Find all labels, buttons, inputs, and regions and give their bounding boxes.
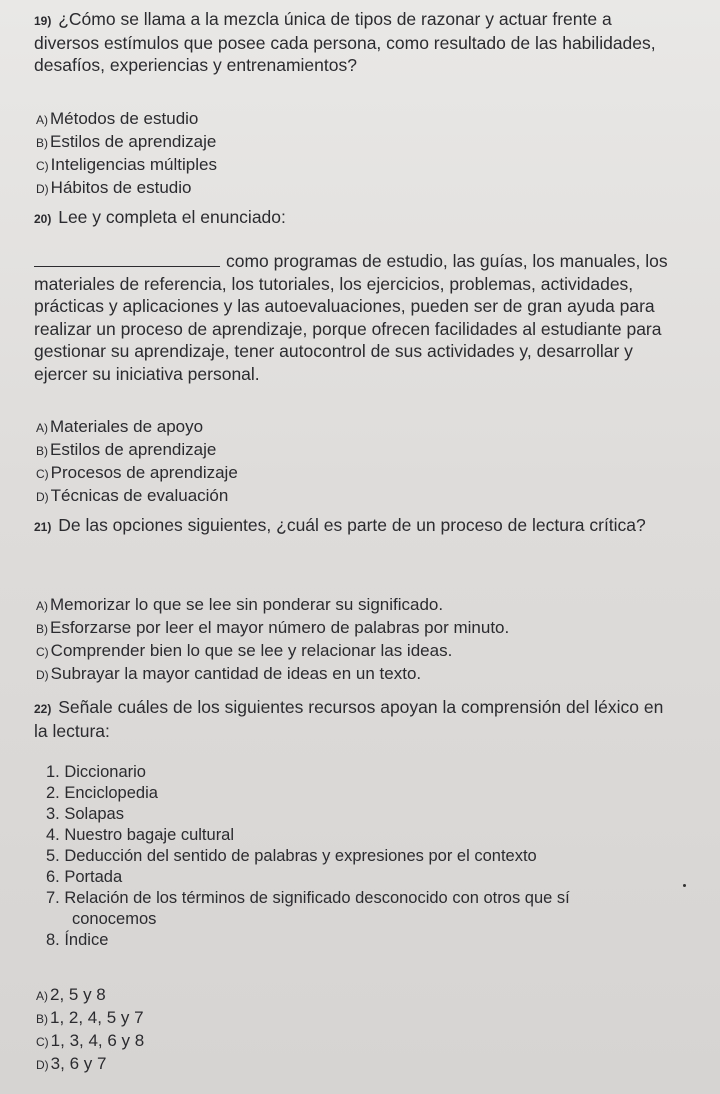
option-a[interactable]: A) 2, 5 y 8 [36, 985, 106, 1004]
question-number: 21) [34, 520, 52, 534]
option-c[interactable]: C) Inteligencias múltiples [36, 155, 217, 174]
option-c[interactable]: C) Comprender bien lo que se lee y relacionar las ideas. [36, 641, 453, 660]
option-b[interactable]: B) 1, 2, 4, 5 y 7 [36, 1008, 144, 1027]
option-d[interactable]: D) Técnicas de evaluación [36, 486, 229, 505]
option-c[interactable]: C) 1, 3, 4, 6 y 8 [36, 1031, 145, 1050]
resource-list [46, 762, 686, 951]
question-number: 22) [34, 702, 52, 716]
option-b[interactable]: B) Estilos de aprendizaje [36, 440, 217, 459]
question-19 [34, 8, 674, 76]
question-22 [34, 696, 674, 742]
question-number: 20) [34, 212, 52, 226]
question-20-prompt [34, 206, 674, 230]
option-d[interactable]: D) 3, 6 y 7 [36, 1054, 107, 1073]
option-d[interactable]: D) Subrayar la mayor cantidad de ideas en un texto. [36, 664, 422, 683]
question-text: Señale cuáles de los siguientes recursos apoyan la comprensión del léxico en la lectura: [34, 697, 664, 741]
list-item: 4. Nuestro bagaje cultural [46, 826, 235, 844]
option-b[interactable]: B) Estilos de aprendizaje [36, 132, 217, 151]
option-a[interactable]: A) Métodos de estudio [36, 109, 199, 128]
question-text: De las opciones siguientes, ¿cuál es parte de un proceso de lectura crítica? [58, 515, 646, 535]
option-a[interactable]: A) Materiales de apoyo [36, 417, 204, 436]
question-21 [34, 514, 674, 538]
question-20 [34, 250, 674, 385]
question-prompt: Lee y completa el enunciado: [58, 207, 286, 227]
list-item: 3. Solapas [46, 805, 124, 823]
question-20-options [36, 416, 238, 508]
question-number: 19) [34, 14, 52, 28]
option-a[interactable]: A) Memorizar lo que se lee sin ponderar su significado. [36, 595, 444, 614]
list-item: 6. Portada [46, 868, 123, 886]
question-21-options [36, 594, 509, 686]
question-22-options [36, 984, 144, 1076]
list-item-continuation: conocemos [72, 910, 157, 928]
answer-blank[interactable] [34, 252, 220, 267]
list-item: 8. Índice [46, 931, 109, 949]
list-item: 7. Relación de los términos de significado desconocido con otros que sí [46, 889, 570, 907]
list-item: 2. Enciclopedia [46, 784, 158, 802]
list-item: 1. Diccionario [46, 763, 146, 781]
question-text: como programas de estudio, las guías, los manuales, los materiales de referencia, los tutoriales, los ejercicios, problemas, actividades, prácticas y aplicaciones y las autoevaluaciones, pueden ser de gran ayuda para realizar un proceso de aprendizaje, porque ofrecen facilidades al estudiante para gestionar su aprendizaje, tener autocontrol de sus actividades y, desarrollar y ejercer su iniciativa personal. [34, 251, 668, 384]
question-text: ¿Cómo se llama a la mezcla única de tipos de razonar y actuar frente a diversos estímulos que posee cada persona, como resultado de las habilidades, desafíos, experiencias y entrenamientos? [34, 9, 656, 75]
option-b[interactable]: B) Esforzarse por leer el mayor número de palabras por minuto. [36, 618, 510, 637]
option-c[interactable]: C) Procesos de aprendizaje [36, 463, 238, 482]
list-item: 5. Deducción del sentido de palabras y expresiones por el contexto [46, 847, 537, 865]
option-d[interactable]: D) Hábitos de estudio [36, 178, 192, 197]
question-19-options [36, 108, 217, 200]
